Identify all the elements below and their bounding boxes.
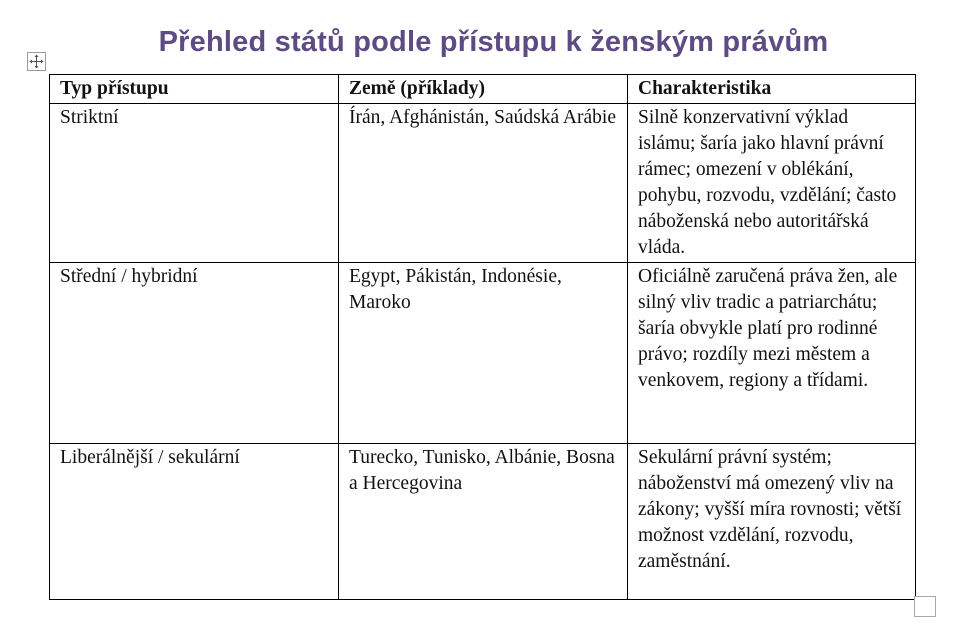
cell-countries[interactable]: Turecko, Tunisko, Albánie, Bosna a Hercegovina — [339, 444, 628, 600]
cell-description[interactable]: Oficiálně zaručená práva žen, ale silný vliv tradic a patriarchátu; šaría obvykle platí pro rodinné právo; rozdíly mezi městem a venkovem, regiony a třídami. — [628, 263, 916, 444]
cell-description[interactable]: Sekulární právní systém; náboženství má omezený vliv na zákony; vyšší míra rovnosti; větší možnost vzdělání, rozvodu, zaměstnání. — [628, 444, 916, 600]
rights-table — [49, 74, 916, 600]
table-row — [50, 104, 916, 263]
header-type[interactable]: Typ přístupu — [50, 75, 339, 104]
move-arrows-icon — [29, 54, 44, 69]
table-row — [50, 263, 916, 444]
table-header-row — [50, 75, 916, 104]
table-move-handle[interactable] — [27, 52, 46, 71]
cell-type[interactable]: Liberálnější / sekulární — [50, 444, 339, 600]
cell-countries[interactable]: Írán, Afghánistán, Saúdská Arábie — [339, 104, 628, 263]
cell-description[interactable]: Silně konzervativní výklad islámu; šaría jako hlavní právní rámec; omezení v oblékání, pohybu, rozvodu, vzdělání; často náboženská nebo autoritářská vláda. — [628, 104, 916, 263]
cell-type[interactable]: Střední / hybridní — [50, 263, 339, 444]
cell-countries[interactable]: Egypt, Pákistán, Indonésie, Maroko — [339, 263, 628, 444]
document-title: Přehled států podle přístupu k ženským právům — [158, 26, 829, 58]
table-resize-handle[interactable] — [914, 596, 936, 617]
cell-type[interactable]: Striktní — [50, 104, 339, 263]
header-description[interactable]: Charakteristika — [628, 75, 916, 104]
table-row — [50, 444, 916, 600]
header-countries[interactable]: Země (příklady) — [339, 75, 628, 104]
